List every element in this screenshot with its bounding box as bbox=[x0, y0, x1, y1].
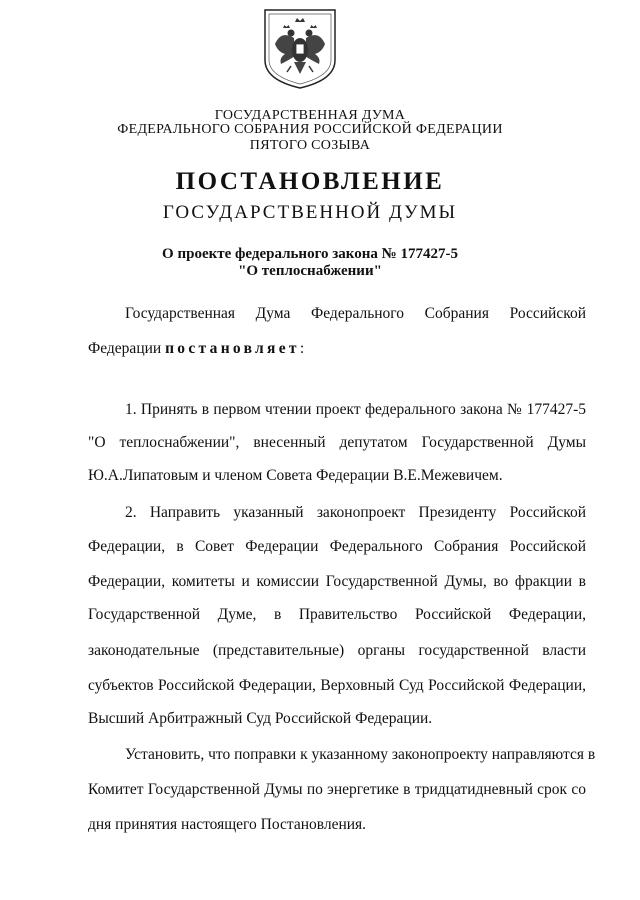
org-line-2: ФЕДЕРАЛЬНОГО СОБРАНИЯ РОССИЙСКОЙ ФЕДЕРАЦИИ bbox=[117, 122, 503, 137]
subject-line-1: О проекте федерального закона № 177427-5 bbox=[162, 246, 458, 262]
item2-line-3: Федерации, комитеты и комиссии Государственной Думы, во фракции в bbox=[88, 573, 586, 590]
item1-line-3: Ю.А.Липатовым и членом Совета Федерации В.Е.Межевичем. bbox=[88, 467, 503, 484]
item1-line-2: "О теплоснабжении", внесенный депутатом Государственной Думы bbox=[88, 434, 586, 451]
subject-line-2: "О теплоснабжении" bbox=[238, 263, 382, 279]
document-title: ПОСТАНОВЛЕНИЕ bbox=[175, 168, 445, 195]
item3-line-1: Установить, что поправки к указанному законопроекту направляются в bbox=[125, 746, 596, 763]
preamble-line-2 bbox=[88, 340, 586, 358]
item2-line-7: Высший Арбитражный Суд Российской Федерации. bbox=[88, 710, 433, 727]
preamble-line-1: Государственная Дума Федерального Собрания Российской bbox=[125, 305, 586, 322]
item3-line-2: Комитет Государственной Думы по энергетике в тридцатидневный срок со bbox=[88, 781, 586, 798]
item3-line-3: дня принятия настоящего Постановления. bbox=[88, 816, 367, 833]
resolves-word: постановляет bbox=[165, 340, 300, 357]
item2-line-6: субъектов Российской Федерации, Верховный Суд Российской Федерации, bbox=[88, 677, 586, 694]
state-emblem-icon bbox=[263, 8, 337, 90]
preamble-suffix: : bbox=[299, 340, 305, 357]
item2-line-4: Государственной Думе, в Правительство Российской Федерации, bbox=[88, 606, 586, 623]
item2-line-1: 2. Направить указанный законопроект Президенту Российской bbox=[125, 504, 586, 521]
preamble-prefix: Федерации bbox=[88, 340, 166, 357]
item2-line-2: Федерации, в Совет Федерации Федерального Собрания Российской bbox=[88, 538, 586, 555]
document-subtitle: ГОСУДАРСТВЕННОЙ ДУМЫ bbox=[162, 202, 458, 223]
org-line-3: ПЯТОГО СОЗЫВА bbox=[249, 138, 371, 153]
item1-line-1: 1. Принять в первом чтении проект федерального закона № 177427-5 bbox=[125, 401, 586, 418]
org-line-1: ГОСУДАРСТВЕННАЯ ДУМА bbox=[214, 108, 406, 123]
item2-line-5: законодательные (представительные) органы государственной власти bbox=[88, 642, 586, 659]
